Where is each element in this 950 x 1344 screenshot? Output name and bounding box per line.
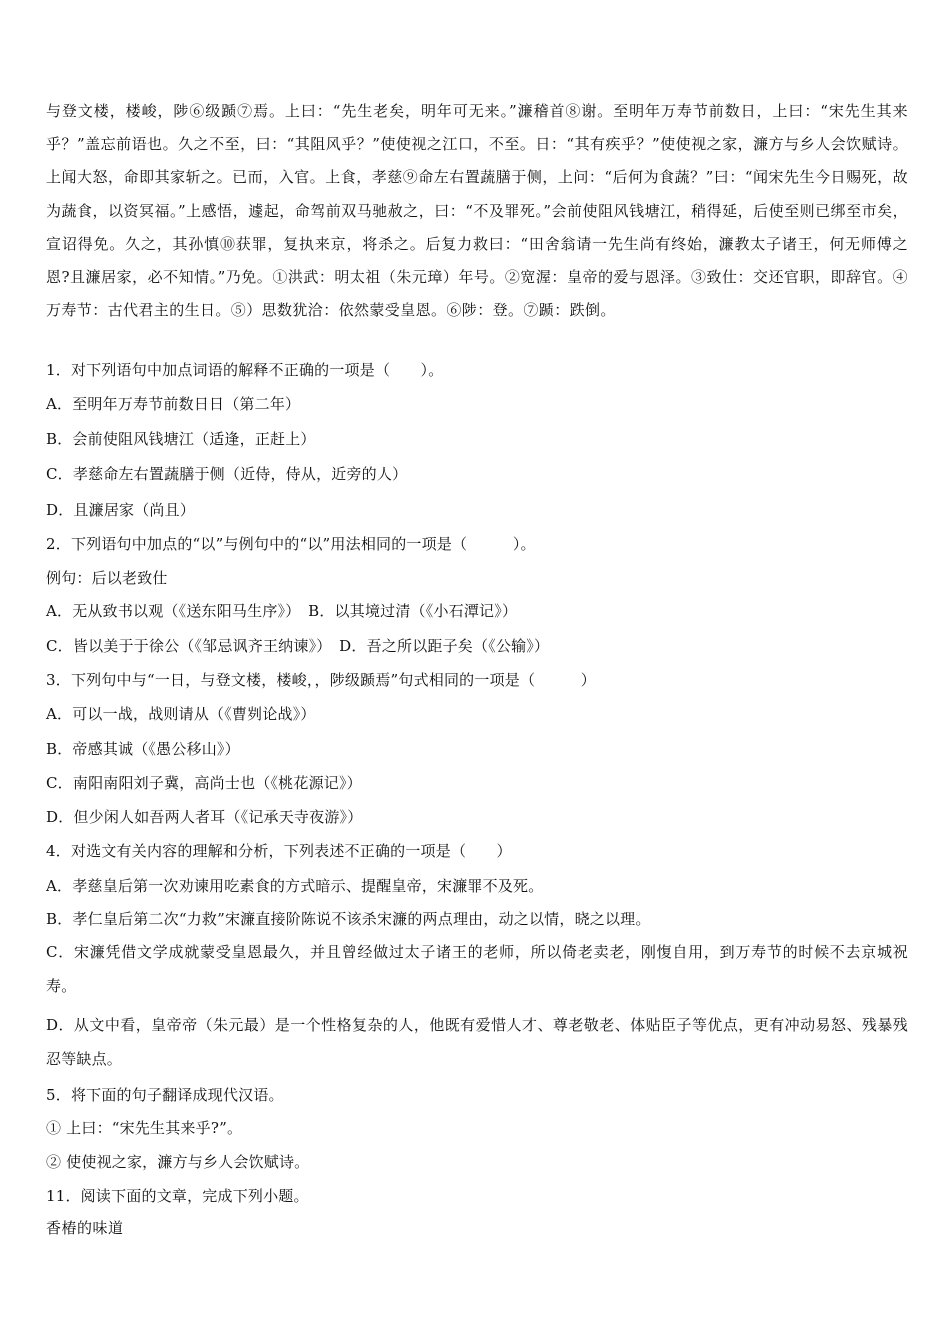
question-2-options-ab: A．无从致书以观（《送东阳马生序》） B．以其境过清（《小石潭记》） [46, 602, 518, 620]
question-1-option-b: B．会前使阻风钱塘江（适逢，正赶上） [46, 430, 316, 448]
question-3-option-d: D．但少闲人如吾两人者耳（《记承天寺夜游》） [46, 808, 363, 826]
question-3-option-a: A．可以一战，战则请从（《曹刿论战》） [46, 705, 316, 723]
question-5-stem: 5．将下面的句子翻译成现代汉语。 [46, 1086, 284, 1104]
question-4-option-d: D．从文中看，皇帝帝（朱元最）是一个性格复杂的人，他既有爱惜人才、尊老敬老、体贴臣子等优点，更有冲动易怒、残暴残忍等缺点。 [46, 1016, 908, 1068]
question-4-stem: 4．对选文有关内容的理解和分析，下列表述不正确的一项是（ ） [46, 842, 512, 860]
question-4-option-c: C．宋濂凭借文学成就蒙受皇恩最久，并且曾经做过太子诸王的老师，所以倚老卖老，刚愎自用，到万寿节的时候不去京城祝寿。 [46, 943, 908, 995]
classical-chinese-passage [46, 95, 908, 327]
question-2-stem: 2．下列语句中加点的“以”与例句中的“以”用法相同的一项是（ ）。 [46, 535, 536, 553]
question-3-option-c: C．南阳南阳刘子冀，高尚士也（《桃花源记》） [46, 774, 362, 792]
question-3-option-b: B．帝感其诚（《愚公移山》） [46, 740, 240, 758]
question-4-option-a: A．孝慈皇后第一次劝谏用吃素食的方式暗示、提醒皇帝，宋濂罪不及死。 [46, 877, 544, 895]
question-11-stem: 11．阅读下面的文章，完成下列小题。 [46, 1187, 309, 1205]
question-5-sentence-2: ② 使使视之家，濂方与乡人会饮赋诗。 [46, 1153, 310, 1171]
question-2-example: 例句：后以老致仕 [46, 569, 168, 587]
question-5-sentence-1: ① 上曰：“宋先生其来乎?”。 [46, 1119, 243, 1137]
question-4-option-b: B．孝仁皇后第二次“力救”宋濂直接阶陈说不该杀宋濂的两点理由，动之以情，晓之以理。 [46, 910, 651, 928]
question-3-stem: 3．下列句中与“一日，与登文楼，楼峻，，陟级踬焉”句式相同的一项是（ ） [46, 671, 596, 689]
passage-text: 与登文楼，楼峻，陟⑥级踬⑦焉。上曰：“先生老矣，明年可无来。”濂稽首⑧谢。至明年万寿节前数日，上曰：“宋先生其来乎？”盖忘前语也。久之不至，曰：“其阻风乎？”使使视之江口，不至。日：“其有疾乎？”使使视之家，濂方与乡人会饮赋诗。上闻大怒，命即其家斩之。已而，入官。上食，孝慈⑨命左右置蔬膳于侧，上问：“后何为食蔬？”曰：“闻宋先生今日赐死，故为蔬食，以资冥福。”上感悟，遽起，命驾前双马驰赦之，曰：“不及罪死。”会前使阻风钱塘江，稍得延，后使至则已绑至市矣，宣诏得免。久之，其孙慎⑩获罪，复执来京，将杀之。后复力救曰：“田舍翁请一先生尚有终始，濂教太子诸王，何无师傅之恩?且濂居家，必不知情。”乃免。①洪武：明太祖（朱元璋）年号。②宽渥：皇帝的爱与恩泽。③致仕：交还官职，即辞官。④万寿节：古代君主的生日。⑤）思数犹洽：依然蒙受皇恩。⑥陟：登。⑦踬：跌倒。 [46, 102, 908, 320]
article-title: 香椿的味道 [46, 1219, 124, 1237]
question-1-option-d: D．且濂居家（尚且） [46, 501, 196, 519]
question-1-option-c: C．孝慈命左右置蔬膳于侧（近侍，侍从，近旁的人） [46, 465, 408, 483]
question-2-options-cd: C．皆以美于于徐公（《邹忌讽齐王纳谏》） D．吾之所以距子矣（《公输》） [46, 637, 550, 655]
question-1-option-a: A．至明年万寿节前数日日（第二年） [46, 395, 301, 413]
question-1-stem: 1．对下列语句中加点词语的解释不正确的一项是（ ）。 [46, 361, 444, 379]
